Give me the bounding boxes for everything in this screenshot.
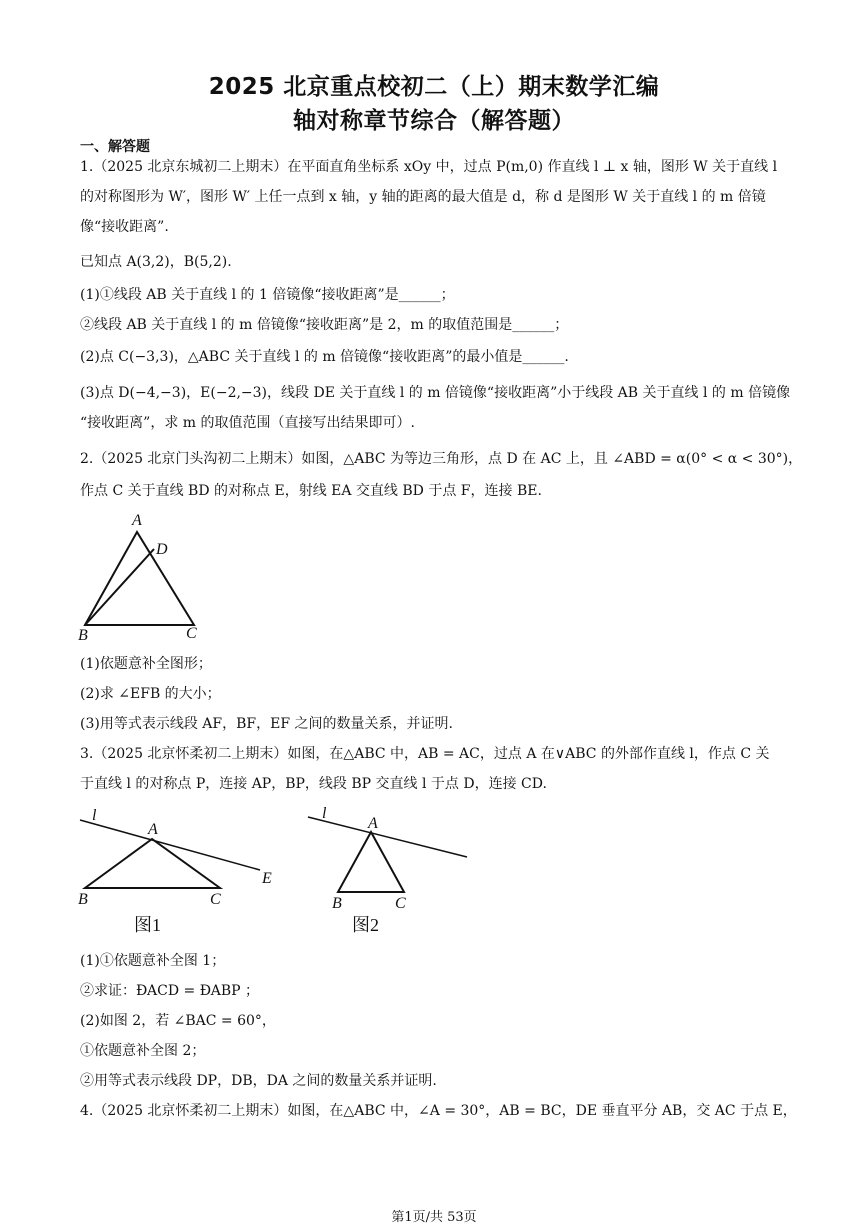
fig2-label-A: A xyxy=(148,821,158,838)
doc-title: 2025 北京重点校初二（上）期末数学汇编 xyxy=(208,74,660,100)
text-line: 3.（2025 北京怀柔初二上期末）如图，在△ABC 中，AB = AC，过点 A 在∨ABC 的外部作直线 l，作点 C 关 xyxy=(80,746,770,762)
text-line: ②线段 AB 关于直线 l 的 m 倍镜像“接收距离”是 2，m 的取值范围是______； xyxy=(80,317,569,333)
text-line: (2)求 ∠EFB 的大小； xyxy=(80,686,221,702)
fig3-caption: 图2 xyxy=(352,915,379,935)
text-line: (1)①依题意补全图 1； xyxy=(80,953,226,969)
fig1-label-C: C xyxy=(186,625,197,642)
fig2-label-B: B xyxy=(78,891,88,908)
figure-1-isosceles xyxy=(70,800,285,940)
text-line: (1)①线段 AB 关于直线 l 的 1 倍镜像“接收距离”是______； xyxy=(80,287,455,303)
text-line: (2)如图 2，若 ∠BAC = 60°， xyxy=(80,1013,276,1029)
figure-equilateral-triangle xyxy=(70,505,220,645)
text-line: ①依题意补全图 2； xyxy=(80,1043,206,1059)
figure-2-equilateral xyxy=(300,800,475,940)
fig3-label-l: l xyxy=(322,805,327,822)
fig2-caption: 图1 xyxy=(134,915,161,935)
fig3-label-A: A xyxy=(368,815,378,832)
text-line: 1.（2025 北京东城初二上期末）在平面直角坐标系 xOy 中，过点 P(m,0) 作直线 l ⊥ x 轴，图形 W 关于直线 l xyxy=(80,159,778,175)
text-line: (1)依题意补全图形； xyxy=(80,656,212,672)
text-line: ②用等式表示线段 DP，DB，DA 之间的数量关系并证明. xyxy=(80,1073,437,1089)
fig1-label-D: D xyxy=(156,541,168,558)
text-line: 的对称图形为 W′，图形 W′ 上任一点到 x 轴，y 轴的距离的最大值是 d，称 d 是图形 W 关于直线 l 的 m 倍镜 xyxy=(80,189,766,205)
text-line: 4.（2025 北京怀柔初二上期末）如图，在△ABC 中，∠A = 30°，AB = BC，DE 垂直平分 AB，交 AC 于点 E， xyxy=(80,1103,797,1119)
text-line: 像“接收距离”. xyxy=(80,219,169,235)
fig2-label-E: E xyxy=(262,870,272,887)
fig3-label-C: C xyxy=(395,895,406,912)
fig3-label-B: B xyxy=(332,895,342,912)
fig1-label-B: B xyxy=(78,627,88,644)
text-line: 2.（2025 北京门头沟初二上期末）如图，△ABC 为等边三角形，点 D 在 AC 上，且 ∠ABD = α(0° < α < 30°)， xyxy=(80,451,803,467)
page-footer: 第1页/共 53页 xyxy=(391,1210,477,1225)
text-line: (3)点 D(−4,−3)，E(−2,−3)，线段 DE 关于直线 l 的 m 倍镜像“接收距离”小于线段 AB 关于直线 l 的 m 倍镜像 xyxy=(80,385,791,401)
text-line: ②求证：ÐACD = ÐABP ； xyxy=(80,983,260,999)
section-heading: 一、解答题 xyxy=(80,139,150,155)
doc-subtitle: 轴对称章节综合（解答题） xyxy=(293,108,575,134)
fig2-label-l: l xyxy=(92,807,97,824)
text-line: 已知点 A(3,2)，B(5,2). xyxy=(80,254,232,270)
text-line: (3)用等式表示线段 AF，BF，EF 之间的数量关系，并证明. xyxy=(80,716,453,732)
fig2-label-C: C xyxy=(210,891,221,908)
fig1-label-A: A xyxy=(132,512,142,529)
text-line: “接收距离”，求 m 的取值范围（直接写出结果即可）. xyxy=(80,415,415,431)
text-line: 作点 C 关于直线 BD 的对称点 E，射线 EA 交直线 BD 于点 F，连接 BE. xyxy=(80,483,542,499)
text-line: (2)点 C(−3,3)，△ABC 关于直线 l 的 m 倍镜像“接收距离”的最小值是______. xyxy=(80,349,569,365)
text-line: 于直线 l 的对称点 P，连接 AP，BP，线段 BP 交直线 l 于点 D，连接 CD. xyxy=(80,776,547,792)
